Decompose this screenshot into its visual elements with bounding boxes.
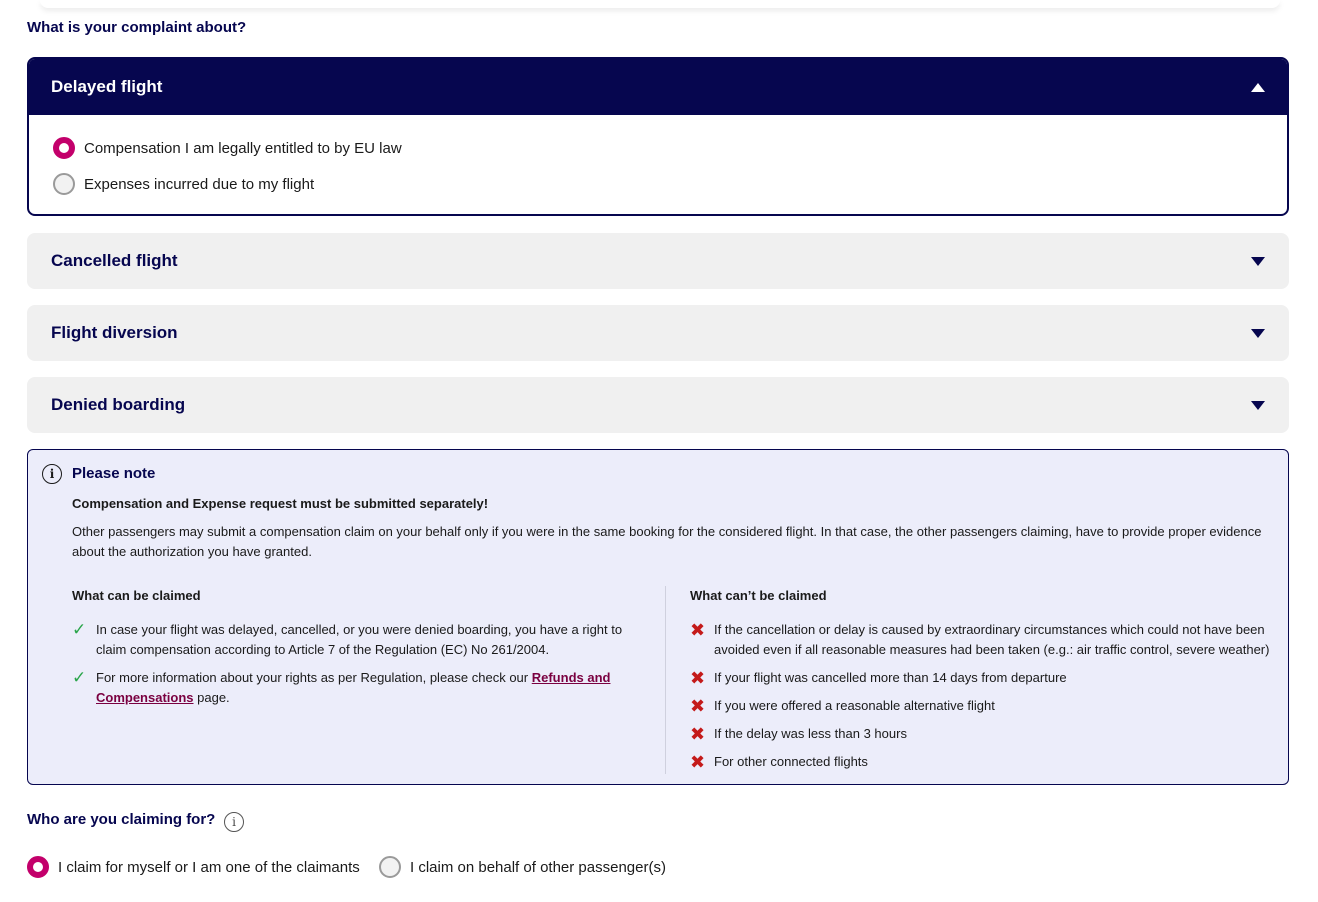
info-icon: i [42, 464, 62, 484]
can-item-text: For more information about your rights as per Regulation, please check our Refunds and Compensations page. [96, 670, 611, 705]
cant-item [690, 696, 1275, 716]
cant-item [690, 752, 1275, 772]
cant-claim-title: What can’t be claimed [690, 588, 827, 603]
accordion-label: Delayed flight [51, 77, 163, 96]
note-subtitle: Compensation and Expense request must be submitted separately! [72, 496, 489, 511]
cant-item-text: If your flight was cancelled more than 14 days from departure [714, 670, 1067, 685]
accordion-flight-diversion[interactable] [27, 305, 1289, 361]
cross-icon: ✖ [690, 620, 706, 640]
accordion-denied-boarding[interactable] [27, 377, 1289, 433]
cant-item-text: If you were offered a reasonable alternative flight [714, 698, 995, 713]
please-note-panel [27, 449, 1289, 785]
chevron-down-icon [1251, 257, 1265, 266]
complaint-question: What is your complaint about? [27, 19, 247, 36]
cross-icon: ✖ [690, 668, 706, 688]
can-item [72, 620, 632, 660]
claim-others-option[interactable] [379, 856, 666, 878]
cross-icon: ✖ [690, 752, 706, 772]
cross-icon: ✖ [690, 724, 706, 744]
cant-item [690, 620, 1275, 660]
who-question: Who are you claiming for? [27, 811, 216, 828]
refunds-link[interactable]: Refunds and Compensations [96, 670, 611, 705]
cant-item-text: If the cancellation or delay is caused by extraordinary circumstances which could not have been avoided even if all reasonable measures had been taken (e.g.: air traffic control, severe weather) [714, 622, 1270, 657]
claim-myself-option[interactable] [27, 856, 360, 878]
option-compensation[interactable] [53, 137, 402, 159]
accordion-label: Denied boarding [51, 395, 186, 414]
radio-unselected[interactable] [53, 173, 75, 195]
accordion-label: Cancelled flight [51, 251, 178, 270]
check-icon: ✓ [72, 668, 87, 687]
accordion-cancelled-flight[interactable] [27, 233, 1289, 289]
radio-selected[interactable] [53, 137, 75, 159]
radio-unselected[interactable] [379, 856, 401, 878]
can-item [72, 668, 632, 708]
check-icon: ✓ [72, 620, 87, 639]
option-label: Compensation I am legally entitled to by EU law [84, 139, 402, 157]
cant-item-text: For other connected flights [714, 754, 868, 769]
cross-icon: ✖ [690, 696, 706, 716]
can-item-text: In case your flight was delayed, cancelled, or you were denied boarding, you have a right to claim compensation according to Article 7 of the Regulation (EC) No 261/2004. [96, 622, 623, 657]
note-text: Other passengers may submit a compensation claim on your behalf only if you were in the same booking for the considered flight. In that case, the other passengers claiming, have to provide proper evidence about the authorization you have granted. [72, 524, 1262, 559]
option-label: I claim for myself or I am one of the claimants [58, 858, 360, 876]
info-icon[interactable]: i [224, 812, 244, 832]
chevron-up-icon [1251, 83, 1265, 92]
accordion-label: Flight diversion [51, 323, 178, 342]
cant-item-text: If the delay was less than 3 hours [714, 726, 907, 741]
option-label: Expenses incurred due to my flight [84, 175, 315, 193]
can-claim-title: What can be claimed [72, 588, 201, 603]
note-title: Please note [72, 465, 156, 482]
radio-selected[interactable] [27, 856, 49, 878]
column-divider [665, 586, 666, 774]
previous-card-edge [40, 0, 1280, 8]
chevron-down-icon [1251, 329, 1265, 338]
chevron-down-icon [1251, 401, 1265, 410]
cant-item [690, 668, 1275, 688]
accordion-header-delayed-flight[interactable] [29, 59, 1287, 115]
cant-item [690, 724, 1275, 744]
accordion-delayed-flight [27, 57, 1289, 216]
option-expenses[interactable] [53, 173, 314, 195]
option-label: I claim on behalf of other passenger(s) [410, 858, 666, 876]
